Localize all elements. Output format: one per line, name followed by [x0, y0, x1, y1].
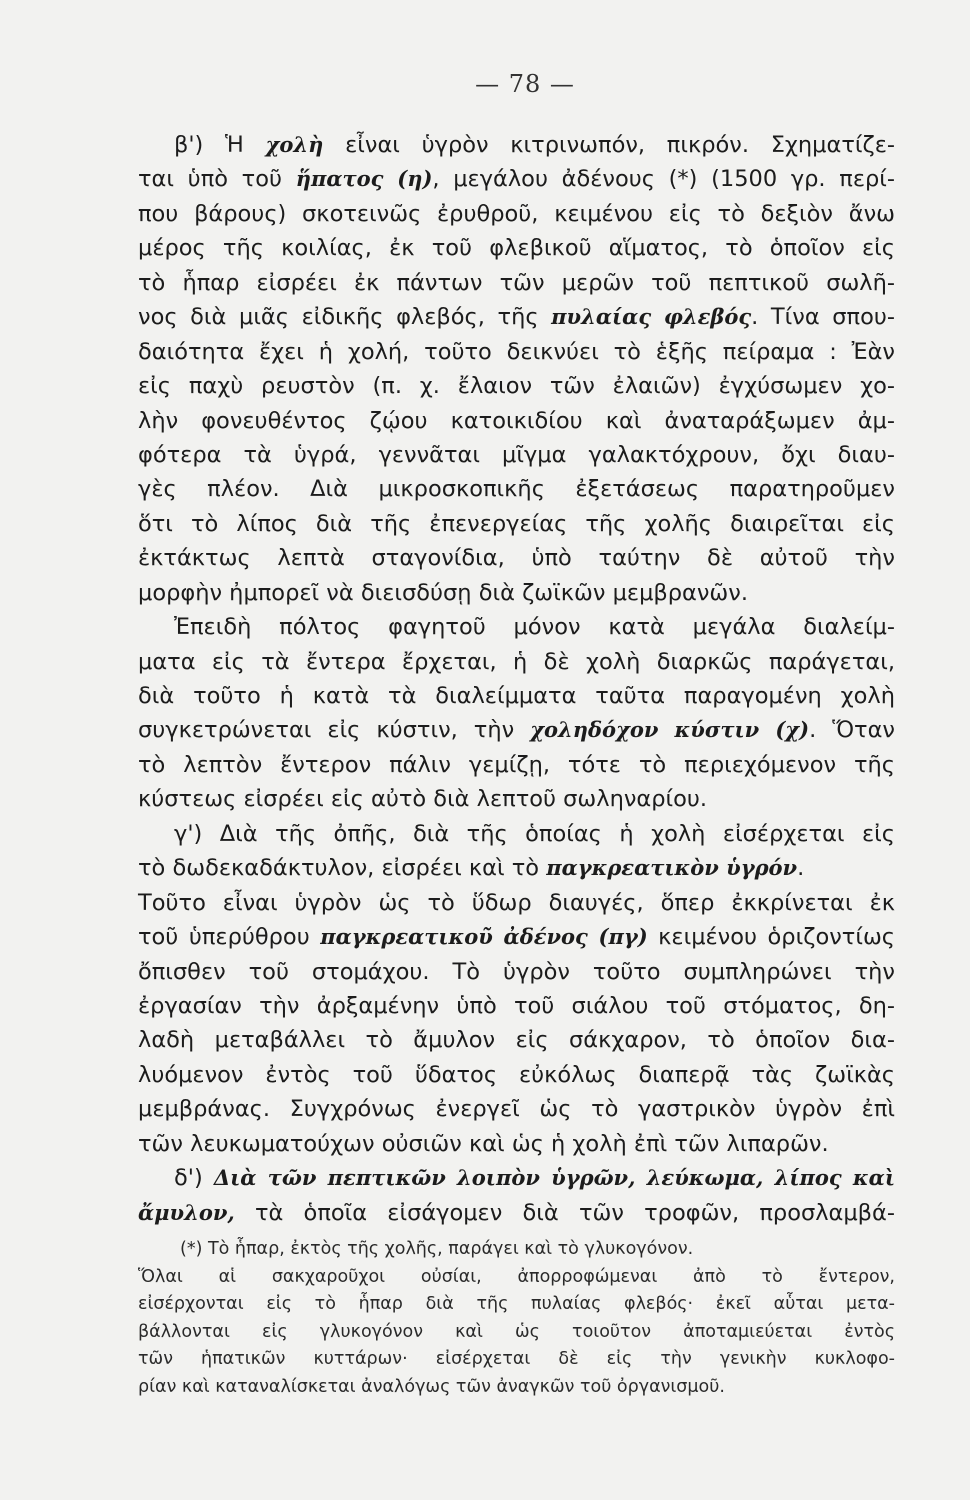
text-line — [138, 645, 895, 679]
text-run: ἐργασίαν τὴν ἀρξαμένην ὑπὸ τοῦ σιάλου τοῦ στόματος, δη- — [138, 992, 895, 1019]
text-run: εἰς παχὺ ρευστὸν (π. χ. ἔλαιον τῶν ἐλαιῶν) ἐγχύσωμεν χο- — [138, 373, 895, 400]
text-run: δαιότητα ἔχει ἡ χολή, τοῦτο δεικνύει τὸ ἑξῆς πείραμα : Ἐὰν — [138, 338, 895, 365]
text-run: φότερα τὰ ὑγρά, γεννᾶται μῖγμα γαλακτόχρουν, ὄχι διαυ- — [138, 441, 895, 468]
text-run: τὰ ὁποῖα εἰσάγομεν διὰ τῶν τροφῶν, προσλαμβά- — [234, 1199, 895, 1226]
text-line — [138, 162, 895, 196]
text-run: Τοῦτο εἶναι ὑγρὸν ὡς τὸ ὕδωρ διαυγές, ὅπερ ἐκκρίνεται ἐκ — [138, 889, 895, 916]
text-run: εἶναι ὑγρὸν κιτρινωπόν, πικρόν. Σχηματίζε- — [323, 132, 895, 158]
emphasized-term: χοληδόχον κύστιν (χ) — [530, 717, 810, 743]
text-line — [138, 507, 895, 541]
text-run: ὅτι τὸ λίπος διὰ τῆς ἐπενεργείας τῆς χολῆς διαιρεῖται εἰς — [138, 510, 895, 537]
emphasized-term: παγκρεατικὸν ὑγρόν — [546, 855, 798, 881]
text-line — [138, 782, 895, 816]
text-line — [138, 369, 895, 403]
footnote-line: βάλλονται εἰς γλυκογόνον καὶ ὡς τοιοῦτον ἀποταμιεύεται ἐντὸς — [138, 1321, 895, 1342]
text-line — [138, 817, 895, 851]
text-run: γὲς πλέον. Διὰ μικροσκοπικῆς ἐξετάσεως παρατηροῦμεν — [138, 476, 895, 503]
text-run: λαδὴ μεταβάλλει τὸ ἄμυλον εἰς σάκχαρον, τὸ ὁποῖον δια- — [138, 1027, 895, 1054]
text-run: δ') — [174, 1165, 214, 1192]
text-line — [138, 955, 895, 989]
footnote-line: Ὅλαι αἱ σακχαροῦχοι οὐσίαι, ἀπορροφώμεναι ἀπὸ τὸ ἔντερον, — [138, 1266, 895, 1287]
text-line — [138, 679, 895, 713]
text-run: κειμένου ὁριζοντίως — [647, 924, 895, 951]
text-line — [138, 713, 895, 747]
text-run: ται ὑπὸ τοῦ — [138, 166, 296, 193]
footnote — [138, 1236, 895, 1402]
emphasized-term: παγκρεατικοῦ ἀδένος (πγ) — [320, 924, 648, 950]
text-run: που βάρους) σκοτεινῶς ἐρυθροῦ, κειμένου εἰς τὸ δεξιὸν ἄνω — [138, 200, 895, 227]
text-run: τὸ δωδεκαδάκτυλον, εἰσρέει καὶ τὸ — [138, 855, 547, 882]
text-line — [138, 404, 895, 438]
text-run: . Ὅταν — [809, 717, 895, 744]
text-run: τοῦ ὑπερύθρου — [138, 924, 321, 951]
footnote-line: (*) Τὸ ἧπαρ, ἐκτὸς τῆς χολῆς, παράγει καὶ τὸ γλυκογόνον. — [180, 1239, 694, 1259]
text-line — [138, 472, 895, 506]
text-line — [138, 1161, 895, 1195]
text-run: μορφὴν ἠμπορεῖ νὰ διεισδύσῃ διὰ ζωϊκῶν μεμβρανῶν. — [138, 579, 748, 606]
text-line — [138, 1127, 895, 1161]
text-run: τὸ λεπτὸν ἔντερον πάλιν γεμίζῃ, τότε τὸ περιεχόμενον τῆς — [138, 751, 895, 778]
text-line — [138, 920, 895, 954]
text-line — [138, 335, 895, 369]
text-line — [138, 989, 895, 1023]
text-line — [138, 576, 895, 610]
text-run: Ἐπειδὴ πόλτος φαγητοῦ μόνον κατὰ μεγάλα διαλείμ- — [174, 614, 895, 641]
text-line — [138, 610, 895, 644]
text-line — [138, 748, 895, 782]
text-line — [138, 851, 895, 885]
text-line — [138, 1023, 895, 1057]
emphasized-term: χολὴ — [265, 132, 324, 157]
footnote-line: τῶν ἡπατικῶν κυττάρων· εἰσέρχεται δὲ εἰς τὴν γενικὴν κυκλοφο- — [138, 1349, 895, 1370]
text-run: ματα εἰς τὰ ἔντερα ἔρχεται, ἡ δὲ χολὴ διαρκῶς παράγεται, — [138, 648, 895, 675]
text-run: β') Ἡ — [174, 132, 266, 158]
text-line — [138, 300, 895, 334]
text-run: λὴν φονευθέντος ζῴου κατοικιδίου καὶ ἀναταράξωμεν ἀμ- — [138, 407, 895, 434]
emphasized-term: πυλαίας φλεβός — [551, 304, 752, 330]
text-line — [138, 1092, 895, 1126]
text-line — [138, 1058, 895, 1092]
text-line — [138, 266, 895, 300]
page-number: — 78 — — [475, 70, 575, 98]
footnote-line: ρίαν καὶ καταναλίσκεται ἀναλόγως τῶν ἀναγκῶν τοῦ ὀργανισμοῦ. — [138, 1376, 725, 1397]
text-run: μεμβράνας. Συγχρόνως ἐνεργεῖ ὡς τὸ γαστρικὸν ὑγρὸν ἐπὶ — [138, 1096, 895, 1123]
emphasized-term: ἥπατος (η) — [295, 166, 433, 192]
emphasized-term: ἄμυλον, — [138, 1199, 235, 1225]
text-run: συγκετρώνεται εἰς κύστιν, τὴν — [138, 717, 531, 744]
footnote-line: εἰσέρχονται εἰς τὸ ἧπαρ διὰ τῆς πυλαίας φλεβός· ἐκεῖ αὗται μετα- — [138, 1294, 895, 1315]
text-run: ὄπισθεν τοῦ στομάχου. Τὸ ὑγρὸν τοῦτο συμπληρώνει τὴν — [138, 958, 895, 985]
text-line — [138, 886, 895, 920]
text-run: τῶν λευκωματούχων οὐσιῶν καὶ ὡς ἡ χολὴ ἐπὶ τῶν λιπαρῶν. — [138, 1130, 829, 1157]
text-run: γ') Διὰ τῆς ὀπῆς, διὰ τῆς ὁποίας ἡ χολὴ εἰσέρχεται εἰς — [174, 820, 895, 847]
text-run: κύστεως εἰσρέει εἰς αὐτὸ διὰ λεπτοῦ σωληναρίου. — [138, 786, 708, 813]
text-run: μέρος τῆς κοιλίας, ἐκ τοῦ φλεβικοῦ αἵματος, τὸ ὁποῖον εἰς — [138, 235, 895, 262]
text-line — [138, 128, 895, 162]
text-run: τὸ ἧπαρ εἰσρέει ἐκ πάντων τῶν μερῶν τοῦ πεπτικοῦ σωλῆ- — [138, 269, 895, 296]
text-line — [138, 197, 895, 231]
text-line — [138, 541, 895, 575]
text-line — [138, 231, 895, 265]
emphasized-term: Διὰ τῶν πεπτικῶν λοιπὸν ὑγρῶν, λεύκωμα, λίπος καὶ — [213, 1165, 895, 1191]
text-run: ἐκτάκτως λεπτὰ σταγονίδια, ὑπὸ ταύτην δὲ αὐτοῦ τὴν — [138, 545, 895, 572]
text-run: , μεγάλου ἀδένους (*) (1500 γρ. περί- — [432, 166, 895, 193]
text-run: νος διὰ μιᾶς εἰδικῆς φλεβός, τῆς — [138, 304, 552, 331]
text-run: . Τίνα σπου- — [751, 304, 895, 331]
text-run: διὰ τοῦτο ἡ κατὰ τὰ διαλείμματα ταῦτα παραγομένη χολὴ — [138, 683, 895, 709]
text-run: . — [797, 855, 805, 882]
text-run: λυόμενον ἐντὸς τοῦ ὕδατος εὐκόλως διαπερᾷ τὰς ζωϊκὰς — [138, 1061, 895, 1088]
text-line — [138, 1196, 895, 1230]
body-text — [138, 128, 895, 1230]
text-line — [138, 438, 895, 472]
